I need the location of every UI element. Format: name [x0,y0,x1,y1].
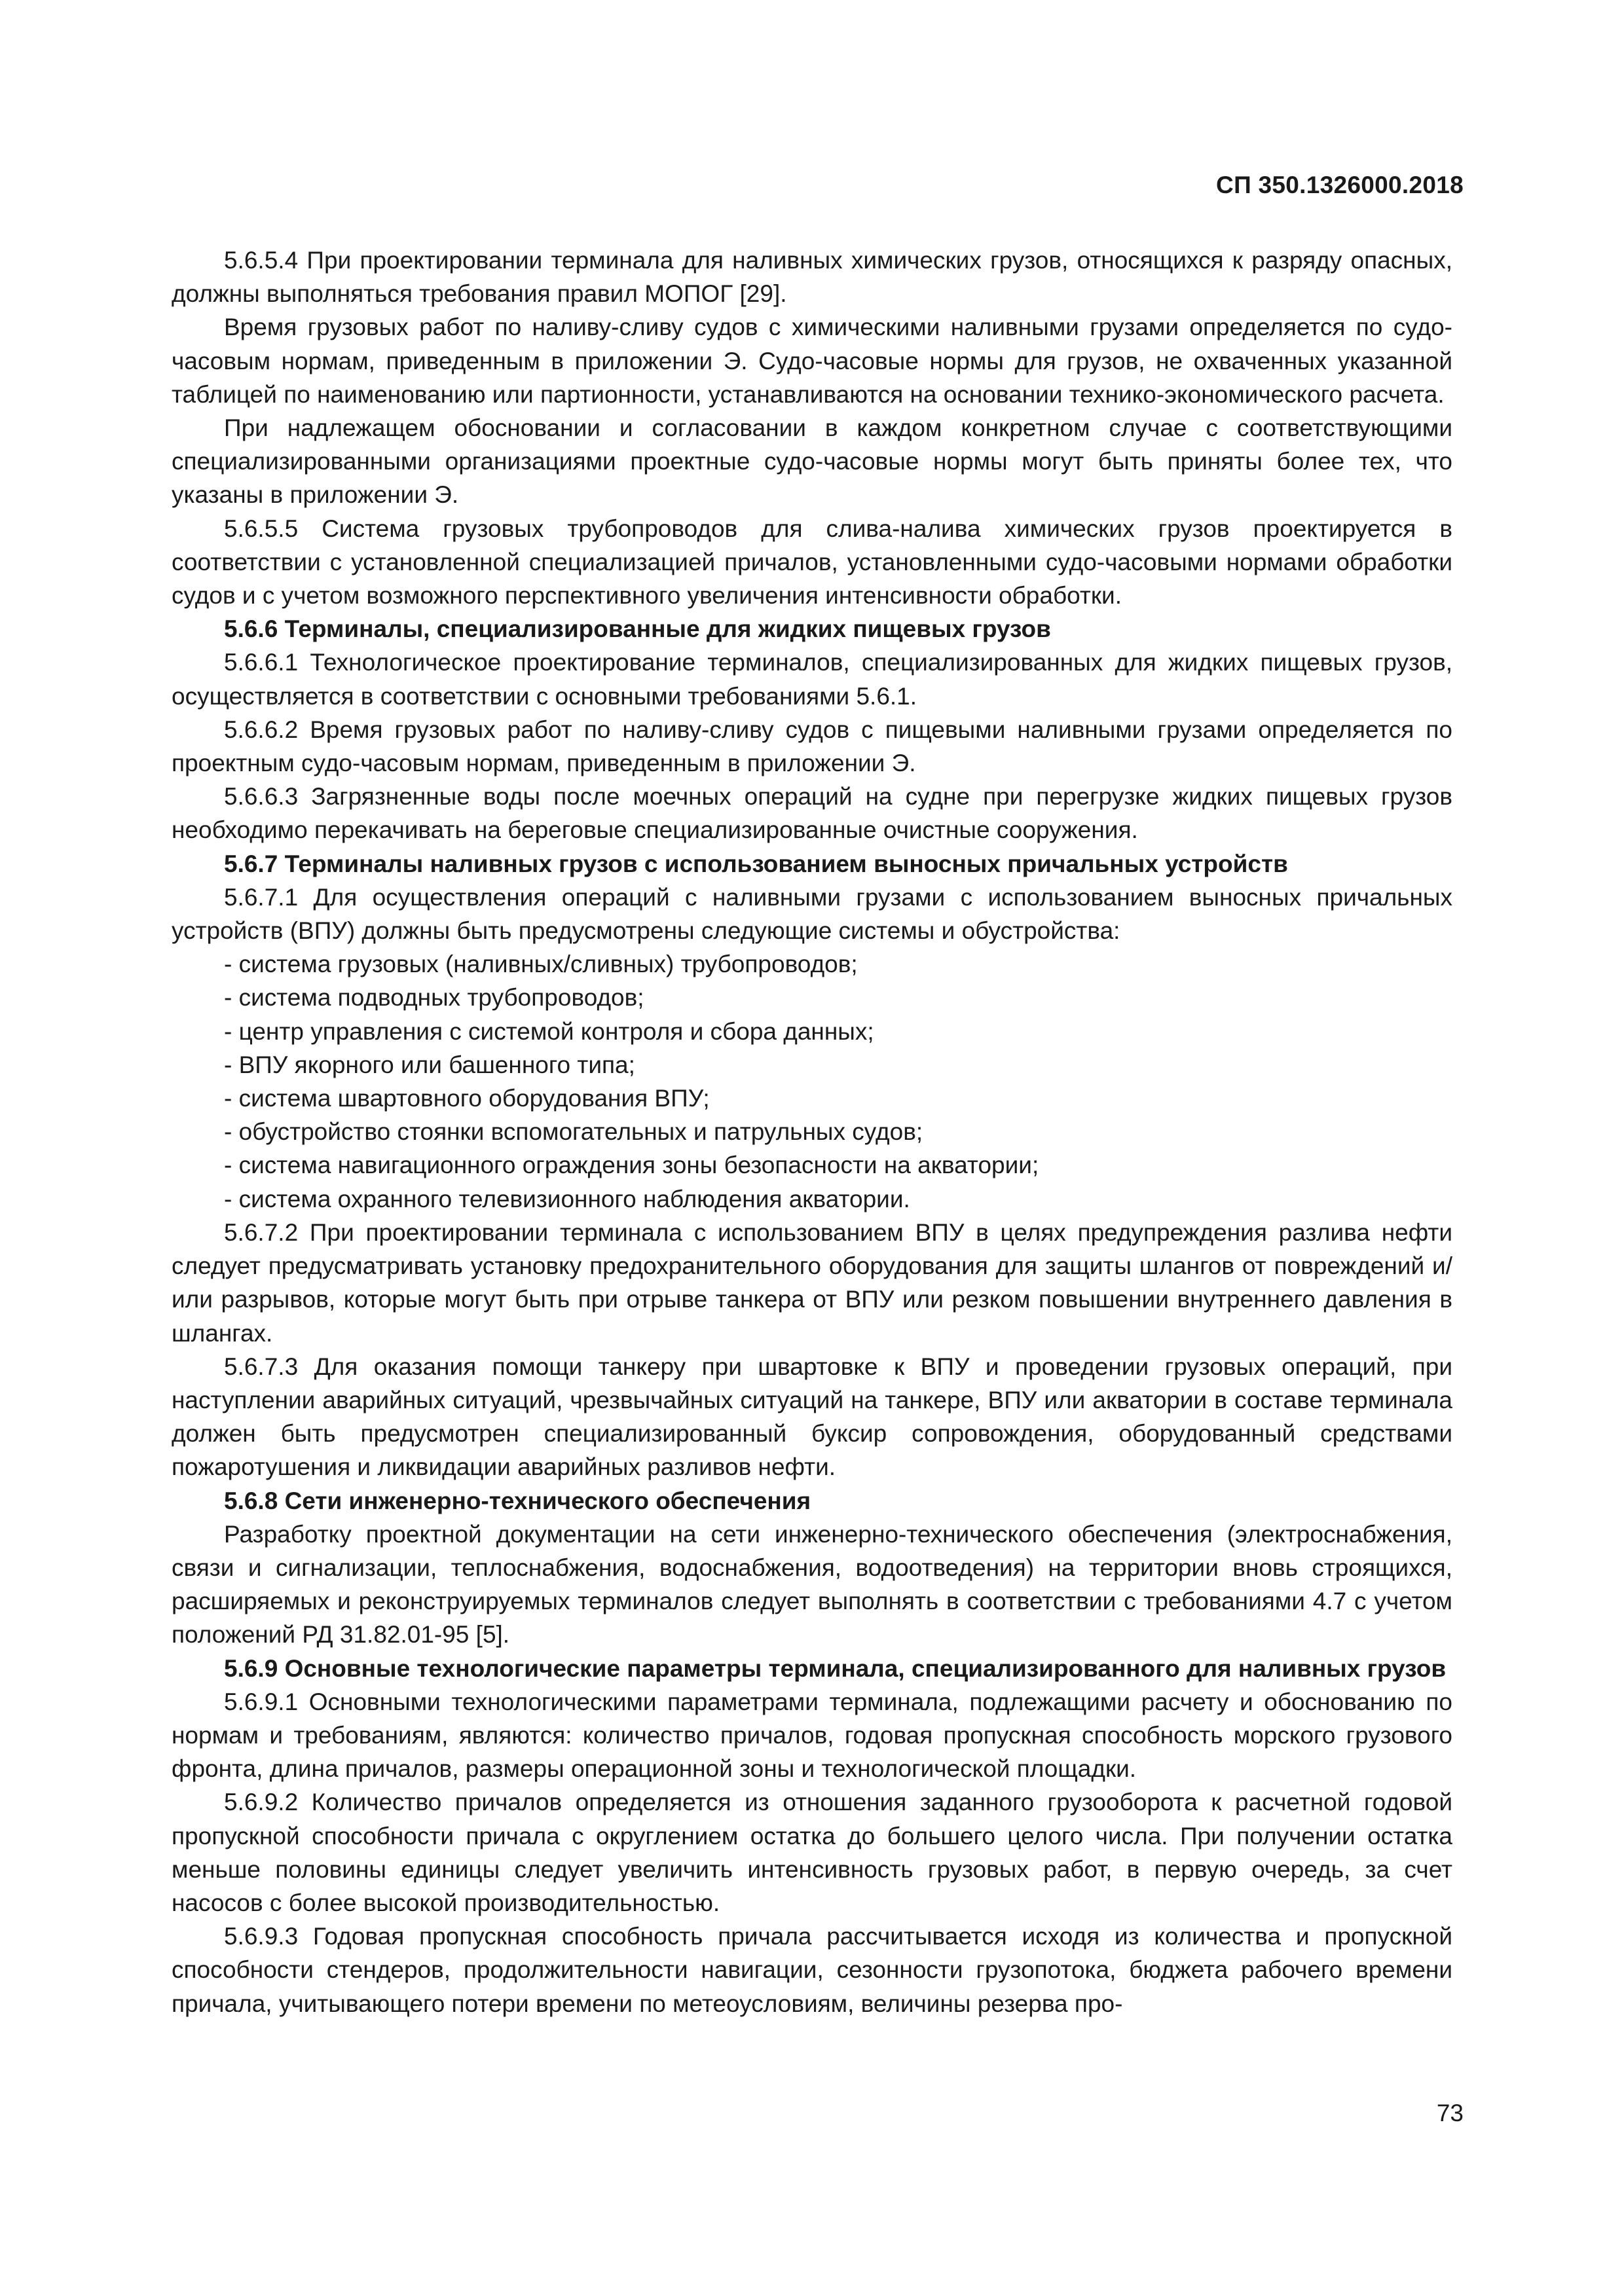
list-item: - ВПУ якорного или башенного типа; [224,1051,635,1078]
section-heading: 5.6.7 Терминалы наливных грузов с использованием выносных причальных устройств [224,850,1288,877]
list-item: - система грузовых (наливных/сливных) трубопроводов; [224,951,858,978]
paragraph: 5.6.9.1 Основными технологическими параметрами терминала, подлежащими расчету и обоснованию по нормам и требованиям, являются: количество причалов, годовая пропускная способность морского грузового фронта, длина причалов, размеры операционной зоны и технологической площадки. [172,1688,1452,1783]
section-heading: 5.6.9 Основные технологические параметры терминала, специализированного для наливных грузов [224,1654,1447,1682]
section-heading: 5.6.6 Терминалы, специализированные для жидких пищевых грузов [224,615,1051,643]
paragraph: 5.6.7.1 Для осуществления операций с наливными грузами с использованием выносных причальных устройств (ВПУ) должны быть предусмотрены следующие системы и обустройства: [172,883,1452,945]
list-item: - обустройство стоянки вспомогательных и патрульных судов; [224,1118,923,1146]
paragraph: 5.6.6.2 Время грузовых работ по наливу-сливу судов с пищевыми наливными грузами определяется по проектным судо-часовым нормам, приведенным в приложении Э. [172,716,1452,777]
paragraph: 5.6.7.2 При проектировании терминала с использованием ВПУ в целях предупреждения разлива нефти следует предусматривать установку предохранительного оборудования для защиты шлангов от повреждений и/или разрывов, которые могут быть при отрыве танкера от ВПУ или резком повышении внутреннего давления в шлангах. [172,1218,1452,1347]
paragraph: 5.6.9.3 Годовая пропускная способность причала рассчитывается исходя из количества и пропускной способности стендеров, продолжительности навигации, сезонности грузопотока, бюджета рабочего времени причала, учитывающего потери времени по метеоусловиям, величины резерва про- [172,1923,1452,2017]
list-item: - система подводных трубопроводов; [224,984,644,1011]
paragraph: 5.6.9.2 Количество причалов определяется из отношения заданного грузооборота к расчетной годовой пропускной способности причала с округлением остатка до большего целого числа. При получении остатка меньше половины единицы следует увеличить интенсивность грузовых работ, в первую очередь, за счет насосов с более высокой производительностью. [172,1789,1452,1916]
section-heading: 5.6.8 Сети инженерно-технического обеспечения [224,1487,811,1514]
paragraph: 5.6.6.1 Технологическое проектирование терминалов, специализированных для жидких пищевых грузов, осуществляется в соответствии с основными требованиями 5.6.1. [172,649,1452,710]
body-text [172,244,1452,2020]
list-item: - система навигационного ограждения зоны безопасности на акватории; [224,1152,1039,1179]
paragraph: 5.6.6.3 Загрязненные воды после моечных операций на судне при перегрузке жидких пищевых грузов необходимо перекачивать на береговые специализированные очистные сооружения. [172,783,1452,844]
paragraph: 5.6.5.5 Система грузовых трубопроводов для слива-налива химических грузов проектируется в соответствии с установленной специализацией причалов, установленными судо-часовыми нормами обработки судов и с учетом возможного перспективного увеличения интенсивности обработки. [172,515,1452,610]
paragraph: 5.6.7.3 Для оказания помощи танкеру при швартовке к ВПУ и проведении грузовых операций, при наступлении аварийных ситуаций, чрезвычайных ситуаций на танкере, ВПУ или акватории в составе терминала должен быть предусмотрен специализированный буксир сопровождения, оборудованный средствами пожаротушения и ликвидации аварийных разливов нефти. [172,1353,1452,1481]
list-item: - система швартовного оборудования ВПУ; [224,1085,710,1112]
list-item: - система охранного телевизионного наблюдения акватории. [224,1185,910,1212]
list-item: - центр управления с системой контроля и сбора данных; [224,1017,874,1045]
page-number: 73 [1436,2100,1464,2126]
paragraph: Разработку проектной документации на сети инженерно-технического обеспечения (электроснабжения, связи и сигнализации, теплоснабжения, водоснабжения, водоотведения) на территории вновь строящихся, расширяемых и реконструируемых терминалов следует выполнять в соответствии с требованиями 4.7 с учетом положений РД 31.82.01-95 [5]. [172,1520,1452,1649]
paragraph: 5.6.5.4 При проектировании терминала для наливных химических грузов, относящихся к разряду опасных, должны выполняться требования правил МОПОГ [29]. [172,247,1452,308]
paragraph: При надлежащем обосновании и согласовании в каждом конкретном случае с соответствующими специализированными организациями проектные судо-часовые нормы могут быть приняты более тех, что указаны в приложении Э. [172,414,1452,509]
document-code: СП 350.1326000.2018 [1216,172,1464,198]
paragraph: Время грузовых работ по наливу-сливу судов с химическими наливными грузами определяется по судо-часовым нормам, приведенным в приложении Э. Судо-часовые нормы для грузов, не охваченных указанной таблицей по наименованию или партионности, устанавливаются на основании технико-экономического расчета. [172,314,1452,408]
